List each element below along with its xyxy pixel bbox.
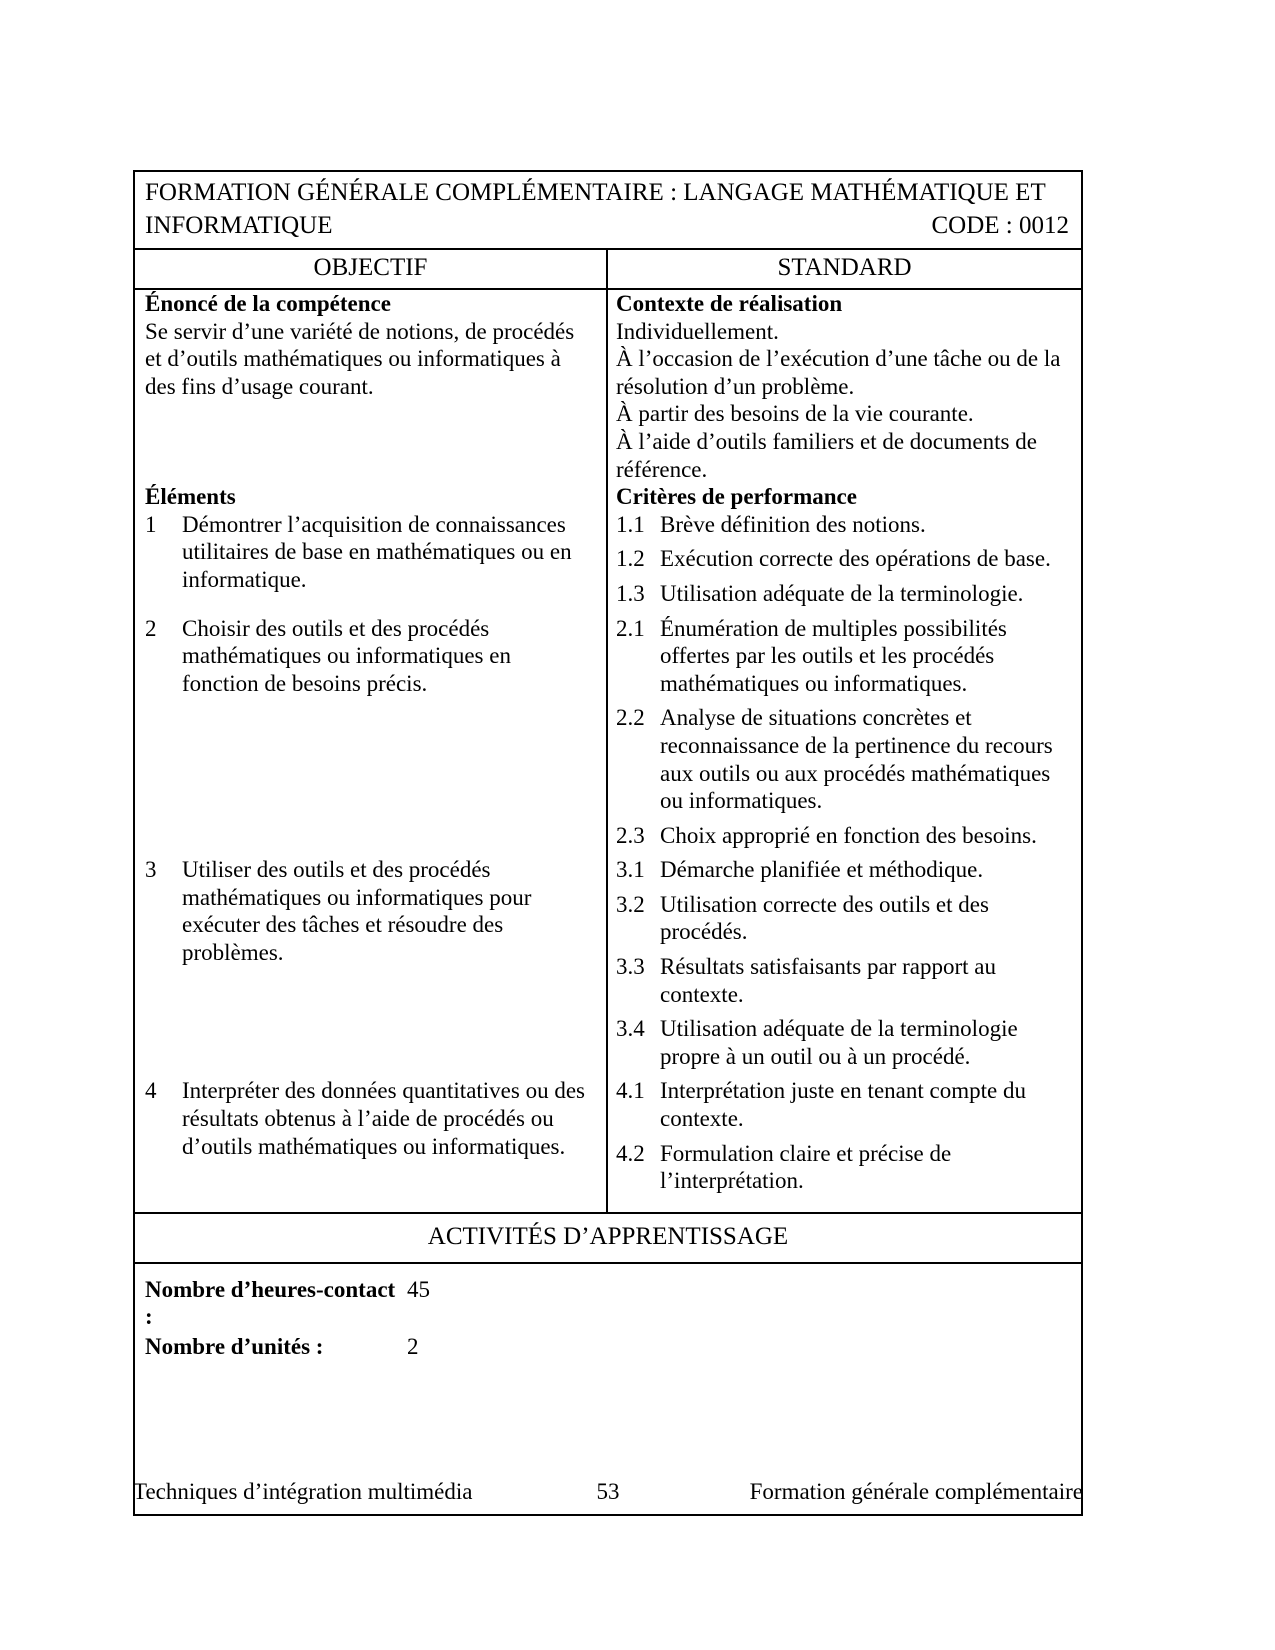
element-cell-1 (135, 511, 608, 615)
critere-item (616, 891, 1069, 946)
column-header-objectif: OBJECTIF (135, 250, 608, 288)
contexte-line: À l’occasion de l’exécution d’une tâche ou de la résolution d’un problème. (616, 346, 1061, 399)
element-item (145, 856, 588, 966)
contexte-line: À partir des besoins de la vie courante. (616, 401, 974, 427)
critere-item (616, 822, 1069, 850)
critere-number: 3.4 (616, 1016, 645, 1042)
page-footer (133, 1478, 1083, 1506)
hours-units-cell (135, 1264, 1081, 1514)
critere-number: 2.1 (616, 615, 645, 641)
competency-table (133, 170, 1083, 1516)
table-title (135, 172, 1081, 248)
heures-contact-label: Nombre d’heures-contact : (145, 1276, 396, 1330)
critere-text: Utilisation adéquate de la terminologie. (660, 580, 1024, 606)
element-item (145, 615, 588, 698)
heures-contact-line (145, 1276, 1069, 1331)
critere-item (616, 704, 1069, 814)
critere-item (616, 545, 1069, 573)
footer-page-number: 53 (596, 1479, 620, 1504)
critere-text: Exécution correcte des opérations de base. (660, 546, 1051, 572)
enonce-body-cell (135, 318, 608, 484)
element-number: 3 (145, 857, 157, 883)
criteres-cell-1 (608, 511, 1081, 615)
contexte-line: À l’aide d’outils familiers et de documents de référence. (616, 428, 1037, 482)
element-number: 1 (145, 511, 157, 537)
contexte-body-cell (608, 318, 1081, 484)
element-text: Utiliser des outils et des procédés mathématiques ou informatiques pour exécuter des tâches et résoudre des problèmes. (182, 857, 532, 966)
element-item (145, 511, 588, 594)
column-header-standard: STANDARD (777, 254, 912, 281)
element-text: Choisir des outils et des procédés mathématiques ou informatiques en fonction de besoins précis. (182, 615, 511, 696)
criteres-cell-3 (608, 856, 1081, 1077)
element-number: 2 (145, 615, 157, 641)
critere-text: Utilisation correcte des outils et des procédés. (660, 891, 989, 945)
criteres-heading: Critères de performance (616, 484, 857, 510)
critere-item (616, 511, 1069, 539)
enonce-text: Se servir d’une variété de notions, de procédés et d’outils mathématiques ou informatiques à des fins d’usage courant. (145, 318, 575, 399)
critere-text: Analyse de situations concrètes et reconnaissance de la pertinence du recours aux outils ou aux procédés mathématiques ou informatiques. (660, 705, 1053, 814)
criteres-heading-cell (608, 483, 1081, 511)
element-item (145, 1077, 588, 1160)
elements-heading: Éléments (145, 484, 236, 510)
critere-number: 1.3 (616, 580, 645, 606)
elements-heading-cell (135, 483, 608, 511)
critere-number: 3.2 (616, 891, 645, 917)
critere-text: Démarche planifiée et méthodique. (660, 857, 984, 883)
critere-number: 3.1 (616, 857, 645, 883)
critere-text: Formulation claire et précise de l’interprétation. (660, 1140, 952, 1194)
element-cell-4 (135, 1077, 608, 1211)
critere-text: Choix approprié en fonction des besoins. (660, 822, 1037, 848)
contexte-heading-cell (608, 290, 1081, 318)
footer-left: Techniques d’intégration multimédia (133, 1479, 473, 1504)
element-number: 4 (145, 1078, 157, 1104)
critere-item (616, 580, 1069, 608)
critere-item (616, 1015, 1069, 1070)
critere-item (616, 1140, 1069, 1195)
enonce-heading-cell (135, 290, 608, 318)
critere-text: Utilisation adéquate de la terminologie propre à un outil ou à un procédé. (660, 1016, 1018, 1069)
element-cell-3 (135, 856, 608, 1077)
contexte-line: Individuellement. (616, 318, 779, 344)
critere-text: Brève définition des notions. (660, 511, 926, 537)
critere-number: 2.2 (616, 705, 645, 731)
critere-item (616, 856, 1069, 884)
critere-text: Interprétation juste en tenant compte du contexte. (660, 1078, 1026, 1132)
column-header-row (135, 248, 1081, 290)
enonce-heading: Énoncé de la compétence (145, 291, 391, 316)
unites-value: 2 (407, 1334, 419, 1359)
table-title-line2: INFORMATIQUE (145, 212, 333, 239)
element-text: Interpréter des données quantitatives ou des résultats obtenus à l’aide de procédés ou d’outils mathématiques ou informatiques. (182, 1078, 586, 1159)
critere-number: 2.3 (616, 822, 645, 848)
critere-text: Résultats satisfaisants par rapport au contexte. (660, 954, 996, 1007)
footer-right: Formation générale complémentaire (749, 1479, 1083, 1504)
activites-heading: ACTIVITÉS D’APPRENTISSAGE (135, 1212, 1081, 1264)
critere-number: 3.3 (616, 954, 645, 980)
unites-line (145, 1333, 1069, 1361)
critere-number: 4.2 (616, 1140, 645, 1166)
element-text: Démontrer l’acquisition de connaissances utilitaires de base en mathématiques ou en informatique. (182, 511, 572, 592)
heures-contact-value: 45 (407, 1276, 430, 1302)
criteres-cell-2 (608, 615, 1081, 857)
critere-item (616, 1077, 1069, 1132)
critere-item (616, 953, 1069, 1008)
critere-item (616, 615, 1069, 698)
contexte-heading: Contexte de réalisation (616, 291, 843, 316)
critere-number: 4.1 (616, 1078, 645, 1104)
critere-number: 1.2 (616, 546, 645, 572)
critere-text: Énumération de multiples possibilités offertes par les outils et les procédés mathématiques ou informatiques. (660, 615, 1007, 696)
course-code: CODE : 0012 (931, 212, 1069, 239)
unites-label: Nombre d’unités : (145, 1334, 324, 1359)
table-title-line1: FORMATION GÉNÉRALE COMPLÉMENTAIRE : LANGAGE MATHÉMATIQUE ET (145, 179, 1046, 206)
element-cell-2 (135, 615, 608, 857)
table-body (135, 290, 1081, 1212)
critere-number: 1.1 (616, 511, 645, 537)
criteres-cell-4 (608, 1077, 1081, 1211)
